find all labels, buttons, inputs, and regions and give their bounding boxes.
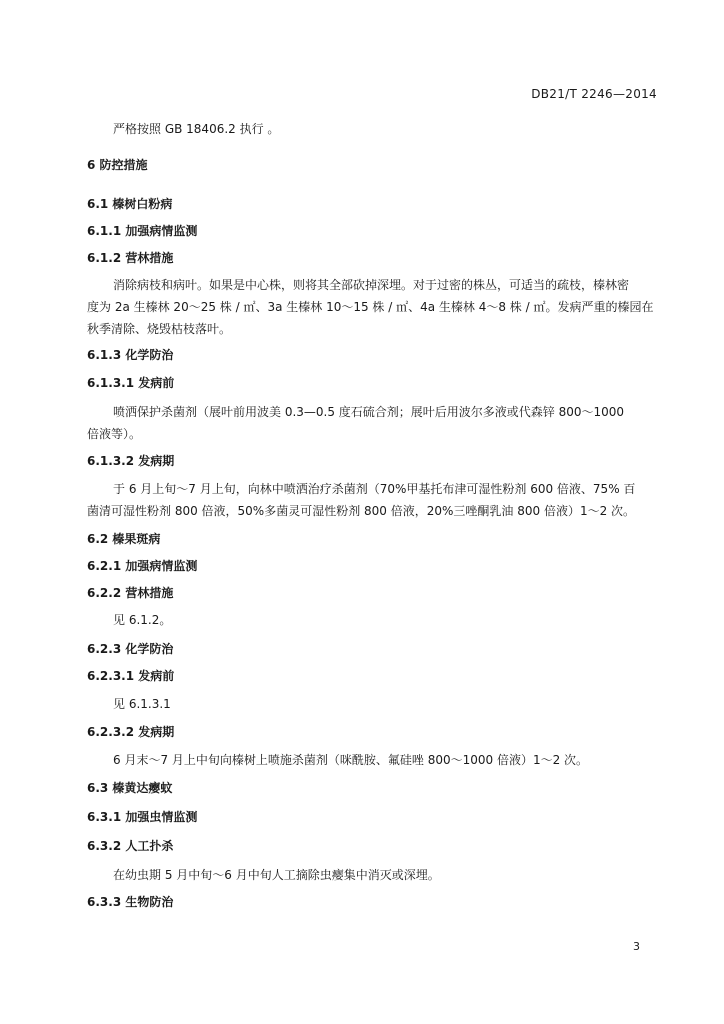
paragraph-line: 度为 2a 生榛林 20～25 株 / ㎡、3a 生榛林 10～15 株 / ㎡、4a 生榛林 4～8 株 / ㎡。发病严重的榛园在 [87,300,654,314]
section-heading: 6.3.1 加强虫情监测 [87,810,198,824]
section-heading: 6.2.3 化学防治 [87,642,174,656]
section-heading: 6.2 榛果斑病 [87,532,161,546]
section-heading: 6.2.3.2 发病期 [87,725,175,739]
section-heading: 6.3.2 人工扑杀 [87,839,174,853]
paragraph-line: 消除病枝和病叶。如果是中心株，则将其全部砍掉深埋。对于过密的株丛，可适当的疏枝，榛林密 [113,278,630,292]
section-heading: 6.3.3 生物防治 [87,895,174,909]
section-heading: 6.2.3.1 发病前 [87,669,175,683]
paragraph-line: 见 6.1.3.1 [113,697,171,711]
paragraph-line: 严格按照 GB 18406.2 执行 。 [113,122,280,136]
paragraph-line: 倍液等）。 [87,427,142,441]
section-heading: 6 防控措施 [87,158,148,172]
paragraph-line: 6 月末～7 月上中旬向榛树上喷施杀菌剂（咪酰胺、氟硅唑 800～1000 倍液）1～2 次。 [113,753,589,767]
section-heading: 6.1.1 加强病情监测 [87,224,198,238]
paragraph-line: 在幼虫期 5 月中旬～6 月中旬人工摘除虫瘿集中消灭或深埋。 [113,868,440,882]
paragraph-line: 秋季清除、烧毁枯枝落叶。 [87,322,232,336]
section-heading: 6.1.3.1 发病前 [87,376,175,390]
section-heading: 6.2.2 营林措施 [87,586,174,600]
section-heading: 6.2.1 加强病情监测 [87,559,198,573]
page-number: 3 [633,940,640,953]
paragraph-line: 喷洒保护杀菌剂（展叶前用波美 0.3—0.5 度石硫合剂；展叶后用波尔多液或代森锌 800～1000 [113,405,625,419]
section-heading: 6.3 榛黄达瘿蚊 [87,781,173,795]
section-heading: 6.1.3.2 发病期 [87,454,175,468]
section-heading: 6.1.3 化学防治 [87,348,174,362]
paragraph-line: 菌清可湿性粉剂 800 倍液，50%多菌灵可湿性粉剂 800 倍液，20%三唑酮乳油 800 倍液）1～2 次。 [87,504,636,518]
section-heading: 6.1.2 营林措施 [87,251,174,265]
section-heading: 6.1 榛树白粉病 [87,197,173,211]
paragraph-line: 见 6.1.2。 [113,613,172,627]
paragraph-line: 于 6 月上旬～7 月上旬，向林中喷洒治疗杀菌剂（70%甲基托布津可湿性粉剂 600 倍液、75% 百 [113,482,636,496]
document-code: DB21/T 2246—2014 [531,87,657,101]
